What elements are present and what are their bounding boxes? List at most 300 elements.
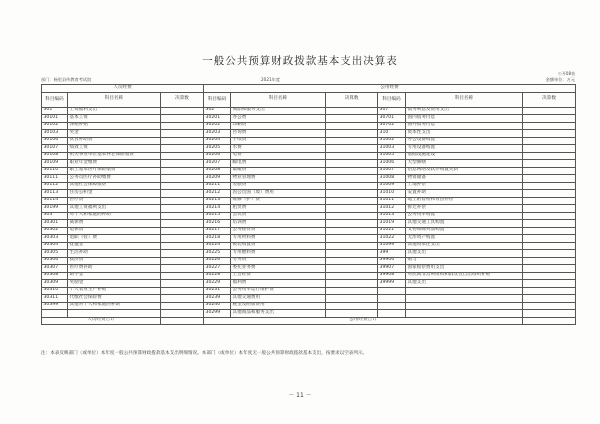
subject-code-cell: 30240 bbox=[204, 302, 231, 310]
subject-name-cell: 专用燃料费 bbox=[231, 250, 326, 258]
subject-name-cell: 维修（护）费 bbox=[231, 197, 326, 205]
subject-code-cell: 31006 bbox=[378, 160, 406, 168]
subject-name-cell: 退休费 bbox=[68, 227, 161, 235]
subject-name-cell: 公务用车运行维护费 bbox=[231, 287, 326, 295]
table-row bbox=[42, 272, 576, 280]
amount-cell bbox=[523, 212, 576, 220]
amount-cell bbox=[523, 160, 576, 168]
subject-name-cell: 职工基本医疗保险缴费 bbox=[68, 167, 161, 175]
subject-name-cell: 差旅费 bbox=[231, 182, 326, 190]
table-meta-row bbox=[41, 77, 575, 83]
subject-code-cell: 30228 bbox=[204, 272, 231, 280]
subject-name-cell: 离休费 bbox=[68, 220, 161, 228]
amount-cell bbox=[161, 287, 204, 295]
table-row bbox=[42, 145, 576, 153]
subject-code-cell: 31022 bbox=[378, 235, 406, 243]
amount-cell bbox=[326, 287, 378, 295]
amount-cell bbox=[523, 130, 576, 138]
column-header-row bbox=[42, 92, 576, 107]
amount-cell bbox=[161, 242, 204, 250]
amount-cell bbox=[326, 197, 378, 205]
subject-code-cell: 310 bbox=[378, 130, 406, 138]
subject-code-cell: 30702 bbox=[378, 122, 406, 130]
subject-code-cell: 30305 bbox=[42, 250, 68, 258]
subject-code-cell: 31019 bbox=[378, 220, 406, 228]
subject-code-cell: 31003 bbox=[378, 145, 406, 153]
subject-code-cell: 30102 bbox=[42, 122, 68, 130]
amount-cell bbox=[326, 280, 378, 288]
amount-cell bbox=[523, 175, 576, 183]
subject-name-cell: 邮电费 bbox=[231, 160, 326, 168]
subject-code-cell: 30206 bbox=[204, 152, 231, 160]
subject-code-cell: 30399 bbox=[42, 302, 68, 310]
amount-cell bbox=[523, 295, 576, 303]
table-row bbox=[42, 137, 576, 145]
table-row bbox=[42, 160, 576, 168]
subject-code-cell: 30110 bbox=[42, 167, 68, 175]
amount-cell bbox=[161, 220, 204, 228]
subject-code-cell bbox=[378, 310, 406, 318]
amount-cell bbox=[523, 205, 576, 213]
subject-code-cell: 30226 bbox=[204, 257, 231, 265]
page-number: － 11 － bbox=[288, 392, 312, 399]
subject-code-cell: 30304 bbox=[42, 242, 68, 250]
amount-cell bbox=[161, 227, 204, 235]
subject-name-cell: 福利费 bbox=[231, 280, 326, 288]
subject-name-cell: 个人农业生产补贴 bbox=[68, 287, 161, 295]
subject-code-cell: 30209 bbox=[204, 175, 231, 183]
amount-cell bbox=[326, 137, 378, 145]
amount-cell bbox=[523, 190, 576, 198]
subject-code-cell: 31008 bbox=[378, 175, 406, 183]
document-title: 一般公共预算财政拨款基本支出决算表 bbox=[202, 55, 398, 67]
subject-name-cell: 医疗费补助 bbox=[68, 265, 161, 273]
subject-code-cell: 30701 bbox=[378, 115, 406, 123]
column-header-code: 科目编码 bbox=[378, 92, 406, 107]
subject-code-cell: 30212 bbox=[204, 190, 231, 198]
table-row bbox=[42, 310, 576, 318]
table-row bbox=[42, 182, 576, 190]
amount-cell bbox=[161, 175, 204, 183]
table-row bbox=[42, 130, 576, 138]
amount-cell bbox=[326, 227, 378, 235]
subject-code-cell: 30239 bbox=[204, 295, 231, 303]
amount-cell bbox=[161, 257, 204, 265]
subject-name-cell: 被装购置费 bbox=[231, 242, 326, 250]
amount-cell bbox=[326, 130, 378, 138]
table-row bbox=[42, 197, 576, 205]
amount-cell bbox=[161, 250, 204, 258]
subject-code-cell: 30201 bbox=[204, 115, 231, 123]
subject-name-cell: 住房公积金 bbox=[68, 190, 161, 198]
table-row bbox=[42, 265, 576, 273]
subject-code-cell bbox=[378, 287, 406, 295]
subject-name-cell: 绩效工资 bbox=[68, 145, 161, 153]
amount-cell bbox=[523, 182, 576, 190]
subject-name-cell: 医疗费 bbox=[68, 197, 161, 205]
amount-cell bbox=[326, 250, 378, 258]
subject-code-cell: 301 bbox=[42, 107, 68, 115]
amount-cell bbox=[523, 197, 576, 205]
subject-code-cell: 31009 bbox=[378, 182, 406, 190]
amount-cell bbox=[523, 280, 576, 288]
column-header-name: 科目名称 bbox=[231, 92, 326, 107]
subject-name-cell: 文物和陈列品购置 bbox=[406, 227, 523, 235]
subject-name-cell: 咨询费 bbox=[231, 130, 326, 138]
subject-code-cell: 30106 bbox=[42, 137, 68, 145]
subject-name-cell: 债务利息及费用支出 bbox=[406, 107, 523, 115]
amount-cell bbox=[161, 122, 204, 130]
amount-cell bbox=[161, 265, 204, 273]
subject-code-cell: 30207 bbox=[204, 160, 231, 168]
subject-name-cell: 专用材料费 bbox=[231, 235, 326, 243]
subject-name-cell: 机关事业单位基本养老保险缴费 bbox=[68, 152, 161, 160]
subject-name-cell: 赠与 bbox=[406, 257, 523, 265]
table-row bbox=[42, 212, 576, 220]
column-header-amount: 决算数 bbox=[326, 92, 378, 107]
unit-label: 金额单位：万元 bbox=[545, 77, 575, 82]
subject-name-cell: 商品和服务支出 bbox=[231, 107, 326, 115]
amount-cell bbox=[523, 137, 576, 145]
amount-cell bbox=[161, 190, 204, 198]
amount-cell bbox=[523, 227, 576, 235]
table-row bbox=[42, 257, 576, 265]
amount-cell bbox=[161, 205, 204, 213]
subject-name-cell: 其他社会保障缴费 bbox=[68, 182, 161, 190]
subject-code-cell: 31099 bbox=[378, 242, 406, 250]
subject-name-cell: 退职（役）费 bbox=[68, 235, 161, 243]
subject-name-cell: 其他交通费用 bbox=[231, 295, 326, 303]
subject-name-cell: 抚恤金 bbox=[68, 242, 161, 250]
subject-code-cell: 30202 bbox=[204, 122, 231, 130]
amount-cell bbox=[161, 295, 204, 303]
amount-cell bbox=[523, 167, 576, 175]
amount-cell bbox=[326, 310, 378, 318]
subject-code-cell: 39907 bbox=[378, 265, 406, 273]
subject-name-cell: 其他商品和服务支出 bbox=[231, 310, 326, 318]
subject-code-cell: 31013 bbox=[378, 212, 406, 220]
department-label: 部门：杨里县传教育考试院 bbox=[41, 77, 92, 82]
subject-name-cell: 会议费 bbox=[231, 212, 326, 220]
subject-name-cell: 安置补助 bbox=[406, 190, 523, 198]
amount-cell bbox=[326, 160, 378, 168]
table-row bbox=[42, 250, 576, 258]
amount-cell bbox=[161, 280, 204, 288]
subject-name-cell: 税金及附加费用 bbox=[231, 302, 326, 310]
table-row bbox=[42, 302, 576, 310]
subject-name-cell: 大型修缮 bbox=[406, 160, 523, 168]
public-total-label: 公用经费合计 bbox=[204, 317, 523, 325]
subject-code-cell: 30309 bbox=[42, 280, 68, 288]
amount-cell bbox=[523, 235, 576, 243]
subject-code-cell: 30224 bbox=[204, 242, 231, 250]
subject-code-cell: 39906 bbox=[378, 257, 406, 265]
subject-code-cell: 30227 bbox=[204, 265, 231, 273]
subject-name-cell bbox=[406, 310, 523, 318]
amount-cell bbox=[161, 182, 204, 190]
subject-code-cell: 30114 bbox=[42, 197, 68, 205]
subject-name-cell: 物资储备 bbox=[406, 175, 523, 183]
totals-row bbox=[42, 317, 576, 325]
amount-cell bbox=[523, 257, 576, 265]
amount-cell bbox=[326, 122, 378, 130]
amount-cell bbox=[326, 152, 378, 160]
subject-code-cell: 31002 bbox=[378, 137, 406, 145]
amount-cell bbox=[161, 272, 204, 280]
amount-cell bbox=[326, 145, 378, 153]
amount-cell bbox=[161, 145, 204, 153]
subject-code-cell: 30213 bbox=[204, 197, 231, 205]
subject-code-cell: 30310 bbox=[42, 287, 68, 295]
subject-name-cell: 对民间非营利组织和群众性自治组织补贴 bbox=[406, 272, 523, 280]
subject-name-cell: 其他对个人和家庭的补助 bbox=[68, 302, 161, 310]
subject-code-cell: 30231 bbox=[204, 287, 231, 295]
amount-cell bbox=[161, 310, 204, 318]
subject-name-cell: 物业管理费 bbox=[231, 175, 326, 183]
column-header-code: 科目编码 bbox=[204, 92, 231, 107]
amount-cell bbox=[523, 220, 576, 228]
amount-cell bbox=[326, 205, 378, 213]
subject-name-cell: 地上附着物和青苗补偿 bbox=[406, 197, 523, 205]
subject-code-cell: 30203 bbox=[204, 130, 231, 138]
subject-name-cell: 津贴补贴 bbox=[68, 122, 161, 130]
subject-code-cell: 307 bbox=[378, 107, 406, 115]
table-row bbox=[42, 175, 576, 183]
table-row bbox=[42, 152, 576, 160]
column-header-name: 科目名称 bbox=[68, 92, 161, 107]
subject-name-cell: 公务接待费 bbox=[231, 227, 326, 235]
amount-cell bbox=[326, 265, 378, 273]
subject-code-cell: 30109 bbox=[42, 160, 68, 168]
amount-cell bbox=[161, 160, 204, 168]
subject-name-cell: 其他工资福利支出 bbox=[68, 205, 161, 213]
table-row bbox=[42, 167, 576, 175]
table-row bbox=[42, 235, 576, 243]
subject-code-cell: 30303 bbox=[42, 235, 68, 243]
subject-name-cell: 租赁费 bbox=[231, 205, 326, 213]
subject-name-cell: 国外债务付息 bbox=[406, 122, 523, 130]
subject-code-cell: 399 bbox=[378, 250, 406, 258]
subject-code-cell: 30218 bbox=[204, 235, 231, 243]
subject-name-cell: 基本工资 bbox=[68, 115, 161, 123]
subject-code-cell: 30111 bbox=[42, 175, 68, 183]
public-total-amount bbox=[523, 317, 576, 325]
amount-cell bbox=[161, 107, 204, 115]
personnel-total-amount bbox=[161, 317, 204, 325]
table-row bbox=[42, 107, 576, 115]
amount-cell bbox=[523, 107, 576, 115]
amount-cell bbox=[326, 235, 378, 243]
subject-code-cell: 30107 bbox=[42, 145, 68, 153]
subject-name-cell: 水费 bbox=[231, 145, 326, 153]
subject-code-cell: 30229 bbox=[204, 280, 231, 288]
subject-name-cell: 拆迁补偿 bbox=[406, 205, 523, 213]
subject-code-cell: 39908 bbox=[378, 272, 406, 280]
subject-name-cell: 信息网络及软件购置更新 bbox=[406, 167, 523, 175]
group-header-row bbox=[42, 85, 576, 93]
amount-cell bbox=[523, 122, 576, 130]
subject-name-cell: 生活补助 bbox=[68, 250, 161, 258]
amount-cell bbox=[326, 182, 378, 190]
subject-code-cell: 30214 bbox=[204, 205, 231, 213]
subject-name-cell: 国内债务付息 bbox=[406, 115, 523, 123]
amount-cell bbox=[523, 310, 576, 318]
subject-name-cell bbox=[406, 287, 523, 295]
subject-name-cell: 专用设备购置 bbox=[406, 145, 523, 153]
subject-name-cell: 因公出国（境）费用 bbox=[231, 190, 326, 198]
table-row bbox=[42, 205, 576, 213]
subject-code-cell: 30103 bbox=[42, 130, 68, 138]
subject-name-cell: 培训费 bbox=[231, 220, 326, 228]
public-group-header: 公用经费 bbox=[204, 85, 576, 93]
subject-code-cell: 31011 bbox=[378, 197, 406, 205]
table-row bbox=[42, 287, 576, 295]
table-row bbox=[42, 220, 576, 228]
subject-code-cell: 30204 bbox=[204, 137, 231, 145]
subject-name-cell: 助学金 bbox=[68, 272, 161, 280]
subject-name-cell: 办公设备购置 bbox=[406, 137, 523, 145]
subject-name-cell: 代缴社会保险费 bbox=[68, 295, 161, 303]
table-row bbox=[42, 280, 576, 288]
budget-table bbox=[41, 84, 576, 325]
subject-name-cell: 对个人和家庭的补助 bbox=[68, 212, 161, 220]
amount-cell bbox=[161, 235, 204, 243]
subject-name-cell: 工会经费 bbox=[231, 272, 326, 280]
subject-code-cell: 30101 bbox=[42, 115, 68, 123]
subject-name-cell: 救济费 bbox=[68, 257, 161, 265]
amount-cell bbox=[523, 242, 576, 250]
subject-code-cell bbox=[378, 295, 406, 303]
subject-code-cell: 30205 bbox=[204, 145, 231, 153]
amount-cell bbox=[523, 272, 576, 280]
subject-code-cell: 30113 bbox=[42, 190, 68, 198]
subject-name-cell: 委托业务费 bbox=[231, 265, 326, 273]
subject-name-cell: 取暖费 bbox=[231, 167, 326, 175]
subject-code-cell: 39999 bbox=[378, 280, 406, 288]
subject-name-cell bbox=[406, 295, 523, 303]
amount-cell bbox=[326, 302, 378, 310]
subject-code-cell: 30308 bbox=[42, 272, 68, 280]
subject-code-cell: 30208 bbox=[204, 167, 231, 175]
amount-cell bbox=[523, 145, 576, 153]
table-row bbox=[42, 227, 576, 235]
column-header-code: 科目编码 bbox=[42, 92, 68, 107]
subject-code-cell: 302 bbox=[204, 107, 231, 115]
personnel-total-label: 人员经费合计 bbox=[42, 317, 161, 325]
subject-name-cell: 手续费 bbox=[231, 137, 326, 145]
subject-code-cell: 30307 bbox=[42, 265, 68, 273]
subject-name-cell: 工资福利支出 bbox=[68, 107, 161, 115]
subject-code-cell: 30301 bbox=[42, 220, 68, 228]
subject-name-cell bbox=[68, 310, 161, 318]
subject-name-cell: 奖金 bbox=[68, 130, 161, 138]
subject-code-cell bbox=[378, 302, 406, 310]
amount-cell bbox=[326, 175, 378, 183]
subject-name-cell: 伙食补助费 bbox=[68, 137, 161, 145]
subject-code-cell: 31007 bbox=[378, 167, 406, 175]
amount-cell bbox=[326, 242, 378, 250]
subject-name-cell: 职业年金缴费 bbox=[68, 160, 161, 168]
table-note: 注：本表反映部门（或单位）本年度一般公共预算财政拨款基本支出明细情况。本部门（或单位）本年度无一般公共预算财政拨款基本支出，按要求以空表列示。 bbox=[41, 351, 368, 356]
subject-code-cell: 30112 bbox=[42, 182, 68, 190]
subject-name-cell: 印刷费 bbox=[231, 122, 326, 130]
subject-name-cell: 其他资本性支出 bbox=[406, 242, 523, 250]
table-row bbox=[42, 242, 576, 250]
table-row bbox=[42, 295, 576, 303]
subject-name-cell: 办公费 bbox=[231, 115, 326, 123]
subject-name-cell: 资本性支出 bbox=[406, 130, 523, 138]
subject-name-cell: 其他交通工具购置 bbox=[406, 220, 523, 228]
subject-code-cell: 31021 bbox=[378, 227, 406, 235]
amount-cell bbox=[326, 220, 378, 228]
amount-cell bbox=[523, 265, 576, 273]
table-row bbox=[42, 115, 576, 123]
subject-name-cell: 基础设施建设 bbox=[406, 152, 523, 160]
column-header-name: 科目名称 bbox=[406, 92, 523, 107]
amount-cell bbox=[161, 130, 204, 138]
subject-code-cell: 30216 bbox=[204, 220, 231, 228]
amount-cell bbox=[326, 212, 378, 220]
subject-name-cell: 公务员医疗补助缴费 bbox=[68, 175, 161, 183]
subject-name-cell: 电费 bbox=[231, 152, 326, 160]
subject-code-cell: 31005 bbox=[378, 152, 406, 160]
amount-cell bbox=[326, 257, 378, 265]
subject-code-cell: 303 bbox=[42, 212, 68, 220]
amount-cell bbox=[523, 287, 576, 295]
subject-code-cell bbox=[42, 310, 68, 318]
column-header-amount: 决算数 bbox=[523, 92, 576, 107]
amount-cell bbox=[161, 167, 204, 175]
amount-cell bbox=[161, 302, 204, 310]
subject-code-cell: 30306 bbox=[42, 257, 68, 265]
table-row bbox=[42, 122, 576, 130]
amount-cell bbox=[326, 295, 378, 303]
subject-code-cell: 31012 bbox=[378, 205, 406, 213]
table-row bbox=[42, 190, 576, 198]
amount-cell bbox=[326, 167, 378, 175]
subject-code-cell: 30217 bbox=[204, 227, 231, 235]
subject-name-cell: 其他支出 bbox=[406, 280, 523, 288]
amount-cell bbox=[161, 137, 204, 145]
table-number: 公开08表 bbox=[557, 71, 575, 76]
subject-code-cell: 31010 bbox=[378, 190, 406, 198]
column-header-amount: 决算数 bbox=[161, 92, 204, 107]
subject-name-cell: 奖励金 bbox=[68, 280, 161, 288]
subject-code-cell: 30108 bbox=[42, 152, 68, 160]
subject-name-cell bbox=[406, 302, 523, 310]
amount-cell bbox=[523, 302, 576, 310]
amount-cell bbox=[326, 272, 378, 280]
amount-cell bbox=[161, 152, 204, 160]
subject-code-cell: 30215 bbox=[204, 212, 231, 220]
subject-name-cell: 土地补偿 bbox=[406, 182, 523, 190]
subject-code-cell: 30299 bbox=[204, 310, 231, 318]
subject-code-cell: 30225 bbox=[204, 250, 231, 258]
amount-cell bbox=[161, 197, 204, 205]
subject-code-cell: 30199 bbox=[42, 205, 68, 213]
amount-cell bbox=[523, 115, 576, 123]
subject-code-cell: 30311 bbox=[42, 295, 68, 303]
subject-name-cell: 无形资产购置 bbox=[406, 235, 523, 243]
amount-cell bbox=[326, 115, 378, 123]
amount-cell bbox=[326, 190, 378, 198]
year-label: 2021年度 bbox=[261, 77, 281, 82]
amount-cell bbox=[326, 107, 378, 115]
amount-cell bbox=[523, 152, 576, 160]
subject-name-cell: 公务用车购置 bbox=[406, 212, 523, 220]
subject-name-cell: 劳务费 bbox=[231, 257, 326, 265]
amount-cell bbox=[161, 115, 204, 123]
